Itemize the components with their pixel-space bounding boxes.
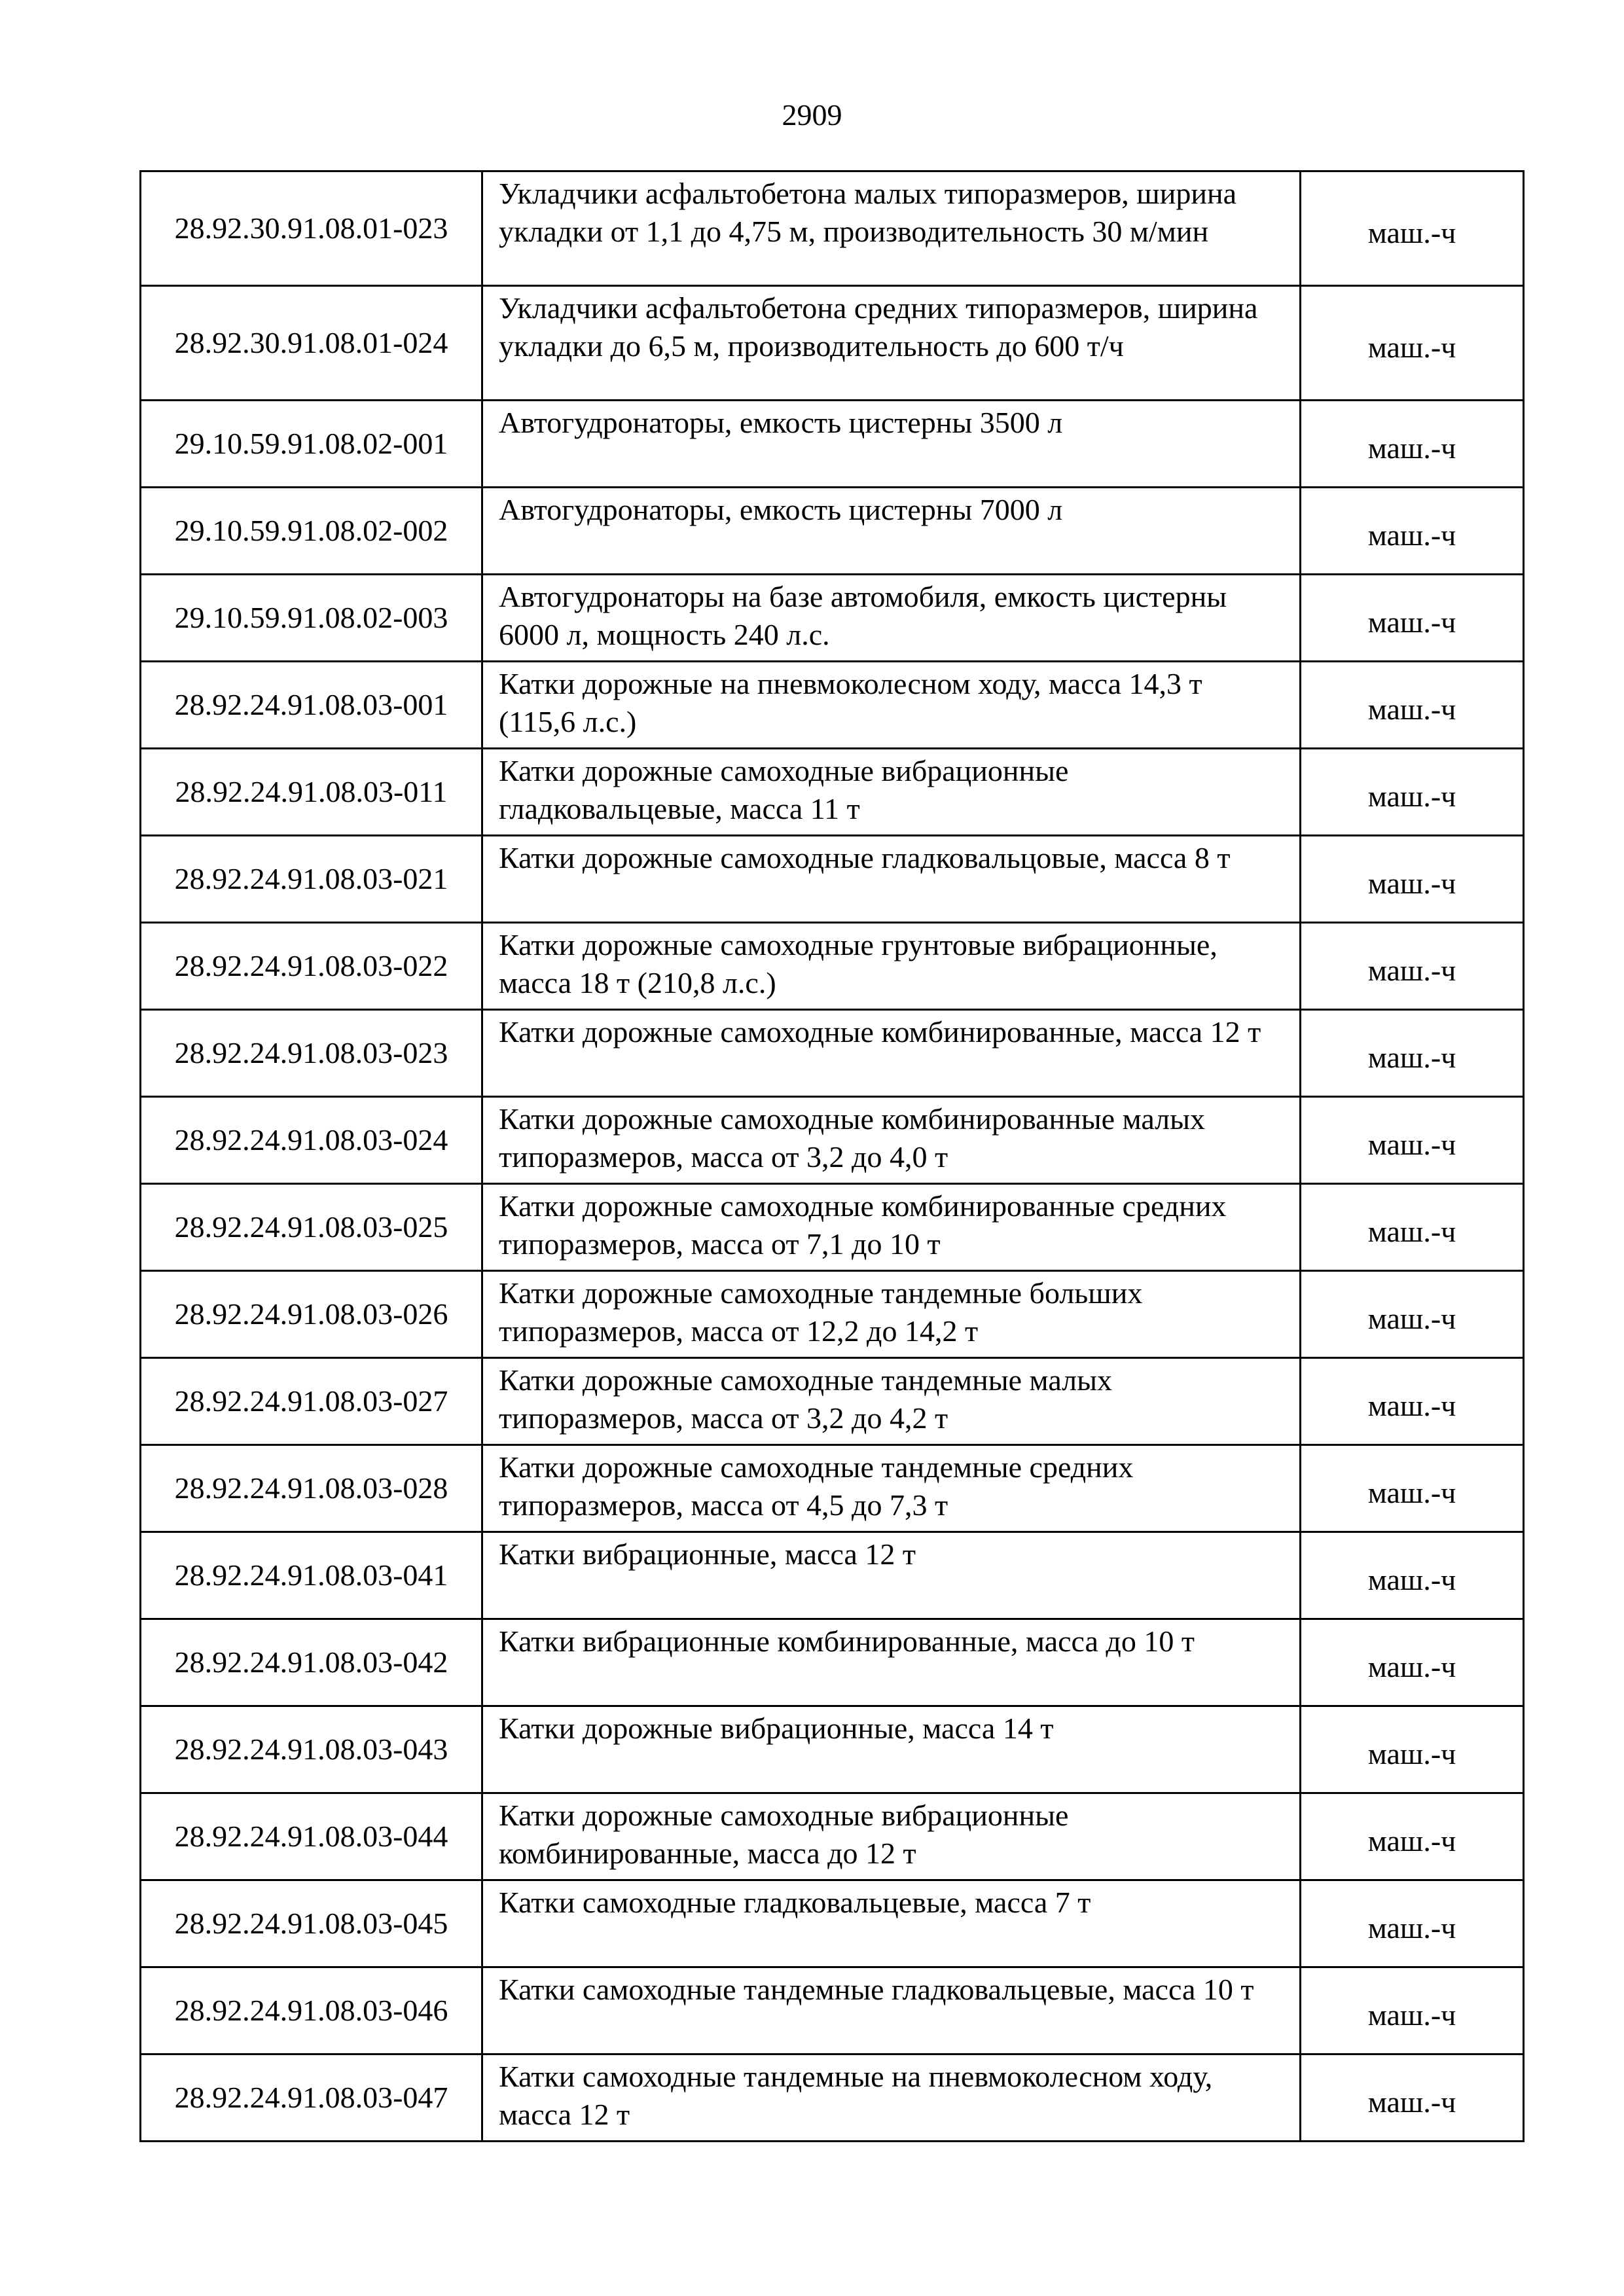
table-row bbox=[141, 1619, 1524, 1706]
resource-code-cell: 28.92.24.91.08.03-028 bbox=[141, 1445, 482, 1532]
resource-name-cell: Катки дорожные самоходные гладковальцовые, масса 8 т bbox=[482, 836, 1301, 923]
unit-cell: маш.-ч bbox=[1301, 1706, 1524, 1793]
resource-code-cell: 28.92.24.91.08.03-001 bbox=[141, 662, 482, 749]
resource-code-cell: 29.10.59.91.08.02-002 bbox=[141, 488, 482, 575]
unit-cell: маш.-ч bbox=[1301, 2054, 1524, 2142]
unit-cell: маш.-ч bbox=[1301, 1445, 1524, 1532]
resource-name-cell: Катки дорожные самоходные вибрационные гладковальцевые, масса 11 т bbox=[482, 749, 1301, 836]
resource-name-cell: Катки вибрационные комбинированные, масса до 10 т bbox=[482, 1619, 1301, 1706]
equipment-table-body bbox=[141, 171, 1524, 2142]
resource-code-cell: 28.92.24.91.08.03-024 bbox=[141, 1097, 482, 1184]
unit-cell: маш.-ч bbox=[1301, 488, 1524, 575]
page-number: 2909 bbox=[782, 98, 842, 132]
unit-cell: маш.-ч bbox=[1301, 662, 1524, 749]
resource-name-cell: Катки дорожные самоходные грунтовые вибрационные, масса 18 т (210,8 л.с.) bbox=[482, 923, 1301, 1010]
equipment-table bbox=[139, 170, 1525, 2142]
table-row bbox=[141, 1358, 1524, 1445]
table-row bbox=[141, 923, 1524, 1010]
unit-cell: маш.-ч bbox=[1301, 286, 1524, 401]
table-row bbox=[141, 1271, 1524, 1358]
table-row bbox=[141, 1010, 1524, 1097]
resource-code-cell: 28.92.24.91.08.03-023 bbox=[141, 1010, 482, 1097]
unit-cell: маш.-ч bbox=[1301, 749, 1524, 836]
unit-cell: маш.-ч bbox=[1301, 1097, 1524, 1184]
table-row bbox=[141, 171, 1524, 286]
table-row bbox=[141, 662, 1524, 749]
resource-code-cell: 28.92.24.91.08.03-045 bbox=[141, 1880, 482, 1967]
unit-cell: маш.-ч bbox=[1301, 1010, 1524, 1097]
table-row bbox=[141, 1097, 1524, 1184]
resource-name-cell: Катки самоходные тандемные гладковальцевые, масса 10 т bbox=[482, 1967, 1301, 2054]
unit-cell: маш.-ч bbox=[1301, 171, 1524, 286]
resource-name-cell: Катки дорожные самоходные тандемные больших типоразмеров, масса от 12,2 до 14,2 т bbox=[482, 1271, 1301, 1358]
resource-code-cell: 28.92.24.91.08.03-011 bbox=[141, 749, 482, 836]
table-row bbox=[141, 836, 1524, 923]
resource-name-cell: Катки дорожные на пневмоколесном ходу, масса 14,3 т (115,6 л.с.) bbox=[482, 662, 1301, 749]
resource-name-cell: Катки самоходные тандемные на пневмоколесном ходу, масса 12 т bbox=[482, 2054, 1301, 2142]
unit-cell: маш.-ч bbox=[1301, 1619, 1524, 1706]
table-row bbox=[141, 1706, 1524, 1793]
unit-cell: маш.-ч bbox=[1301, 1271, 1524, 1358]
table-row bbox=[141, 1880, 1524, 1967]
resource-code-cell: 28.92.30.91.08.01-024 bbox=[141, 286, 482, 401]
resource-name-cell: Катки дорожные самоходные комбинированные, масса 12 т bbox=[482, 1010, 1301, 1097]
table-row bbox=[141, 286, 1524, 401]
resource-name-cell: Катки дорожные самоходные комбинированные средних типоразмеров, масса от 7,1 до 10 т bbox=[482, 1184, 1301, 1271]
resource-name-cell: Укладчики асфальтобетона малых типоразмеров, ширина укладки от 1,1 до 4,75 м, производительность 30 м/мин bbox=[482, 171, 1301, 286]
resource-code-cell: 28.92.24.91.08.03-043 bbox=[141, 1706, 482, 1793]
resource-name-cell: Катки вибрационные, масса 12 т bbox=[482, 1532, 1301, 1619]
table-row bbox=[141, 575, 1524, 662]
resource-code-cell: 28.92.24.91.08.03-047 bbox=[141, 2054, 482, 2142]
table-row bbox=[141, 749, 1524, 836]
resource-name-cell: Катки самоходные гладковальцевые, масса 7 т bbox=[482, 1880, 1301, 1967]
resource-code-cell: 28.92.24.91.08.03-026 bbox=[141, 1271, 482, 1358]
unit-cell: маш.-ч bbox=[1301, 401, 1524, 488]
resource-name-cell: Катки дорожные самоходные вибрационные комбинированные, масса до 12 т bbox=[482, 1793, 1301, 1880]
resource-name-cell: Катки дорожные самоходные комбинированные малых типоразмеров, масса от 3,2 до 4,0 т bbox=[482, 1097, 1301, 1184]
resource-code-cell: 28.92.24.91.08.03-025 bbox=[141, 1184, 482, 1271]
resource-code-cell: 28.92.24.91.08.03-042 bbox=[141, 1619, 482, 1706]
unit-cell: маш.-ч bbox=[1301, 1880, 1524, 1967]
resource-name-cell: Автогудронаторы на базе автомобиля, емкость цистерны 6000 л, мощность 240 л.с. bbox=[482, 575, 1301, 662]
unit-cell: маш.-ч bbox=[1301, 1532, 1524, 1619]
resource-name-cell: Укладчики асфальтобетона средних типоразмеров, ширина укладки до 6,5 м, производительность до 600 т/ч bbox=[482, 286, 1301, 401]
resource-name-cell: Катки дорожные самоходные тандемные средних типоразмеров, масса от 4,5 до 7,3 т bbox=[482, 1445, 1301, 1532]
table-row bbox=[141, 1184, 1524, 1271]
resource-code-cell: 28.92.24.91.08.03-044 bbox=[141, 1793, 482, 1880]
resource-code-cell: 28.92.24.91.08.03-041 bbox=[141, 1532, 482, 1619]
resource-code-cell: 28.92.24.91.08.03-046 bbox=[141, 1967, 482, 2054]
table-row bbox=[141, 1532, 1524, 1619]
resource-code-cell: 28.92.24.91.08.03-022 bbox=[141, 923, 482, 1010]
table-row bbox=[141, 2054, 1524, 2142]
unit-cell: маш.-ч bbox=[1301, 1967, 1524, 2054]
resource-name-cell: Катки дорожные вибрационные, масса 14 т bbox=[482, 1706, 1301, 1793]
table-row bbox=[141, 488, 1524, 575]
resource-code-cell: 28.92.30.91.08.01-023 bbox=[141, 171, 482, 286]
table-row bbox=[141, 1793, 1524, 1880]
resource-name-cell: Автогудронаторы, емкость цистерны 3500 л bbox=[482, 401, 1301, 488]
unit-cell: маш.-ч bbox=[1301, 923, 1524, 1010]
unit-cell: маш.-ч bbox=[1301, 1793, 1524, 1880]
resource-code-cell: 28.92.24.91.08.03-027 bbox=[141, 1358, 482, 1445]
resource-code-cell: 28.92.24.91.08.03-021 bbox=[141, 836, 482, 923]
resource-name-cell: Автогудронаторы, емкость цистерны 7000 л bbox=[482, 488, 1301, 575]
table-row bbox=[141, 401, 1524, 488]
unit-cell: маш.-ч bbox=[1301, 575, 1524, 662]
table-row bbox=[141, 1967, 1524, 2054]
resource-code-cell: 29.10.59.91.08.02-003 bbox=[141, 575, 482, 662]
table-row bbox=[141, 1445, 1524, 1532]
unit-cell: маш.-ч bbox=[1301, 1184, 1524, 1271]
unit-cell: маш.-ч bbox=[1301, 1358, 1524, 1445]
resource-name-cell: Катки дорожные самоходные тандемные малых типоразмеров, масса от 3,2 до 4,2 т bbox=[482, 1358, 1301, 1445]
resource-code-cell: 29.10.59.91.08.02-001 bbox=[141, 401, 482, 488]
unit-cell: маш.-ч bbox=[1301, 836, 1524, 923]
